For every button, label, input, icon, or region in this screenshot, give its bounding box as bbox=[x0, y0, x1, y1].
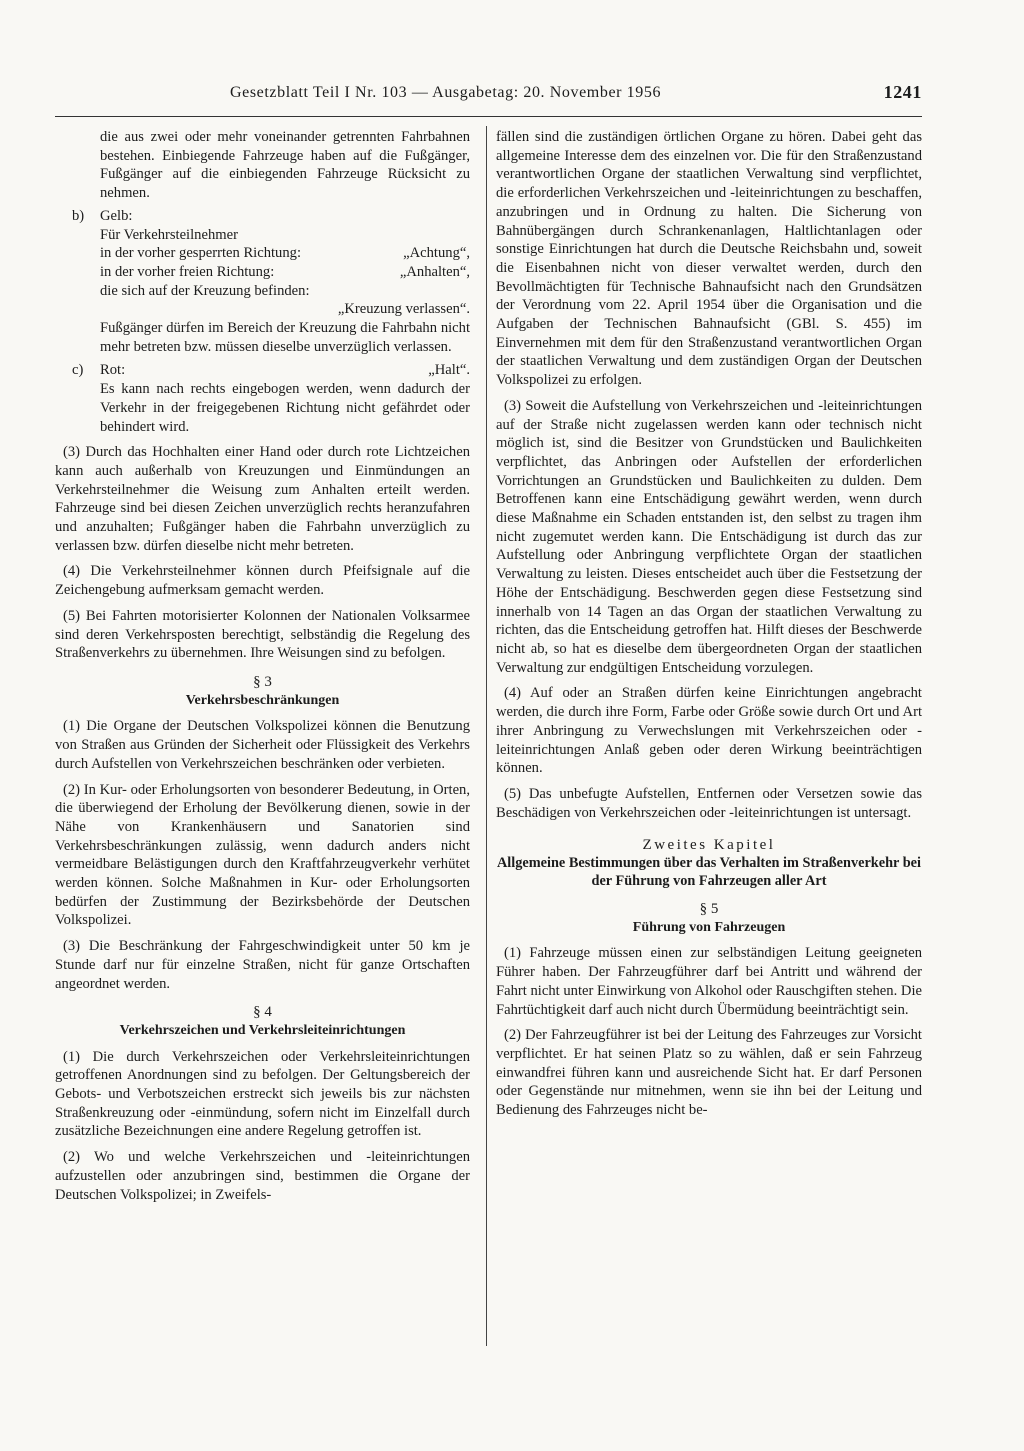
page-number: 1241 bbox=[883, 82, 922, 102]
paragraph: (5) Das unbefugte Aufstellen, Entfernen oder Versetzen sowie das Beschädigen von Verkehrszeichen oder -leiteinrichtungen ist untersagt. bbox=[496, 785, 922, 821]
paragraph: (1) Die Organe der Deutschen Volkspolizei können die Benutzung von Straßen aus Gründen der Sicherheit oder Flüssigkeit des Verkehrs durch Aufstellen von Verkehrszeichen beschränken oder verbieten. bbox=[55, 718, 470, 772]
list-item-c bbox=[55, 361, 470, 436]
page-header bbox=[230, 84, 922, 110]
paragraph: (3) Soweit die Aufstellung von Verkehrszeichen und -leiteinrichtungen auf der Straße nicht zugelassen werden kann oder technisch nicht möglich ist, sind die Besitzer von Grundstücken und Baulichkeiten verpflichtet, das Anbringen oder Aufstellen der erforderlichen Vorrichtungen an Grundstücken und Baulichkeiten zu dulden. Dem Betroffenen kann eine Entschädigung gewährt werden, wenn durch diese Maßnahme ein Schaden entstanden ist, den selbst zu tragen ihm nicht zugemutet werden kann. Die Entschädigung ist durch das zur Aufstellung oder Anbringung verpflichtete Organ der staatlichen Verwaltung zu leisten. Dieses entscheidet auch über die Festsetzung der Höhe der Entschädigung. Beschwerden gegen diese Festsetzung sind innerhalb von 14 Tagen an das Organ der staatlichen Verwaltung zu richten, das die Entscheidung getroffen hat. Hilft dieses der Beschwerde nicht ab, so hat es dieselbe dem übergeordneten Organ der staatlichen Verwaltung zur endgültigen Entscheidung vorzulegen. bbox=[496, 397, 922, 676]
paragraph: (4) Auf oder an Straßen dürfen keine Einrichtungen angebracht werden, die durch ihre Form, Farbe oder Größe sowie durch Ort und Art ihrer Anbringung zu Verwechslungen mit Verkehrszeichen oder -leiteinrichtungen Anlaß geben oder deren Wirkung beeinträchtigen können. bbox=[496, 685, 922, 777]
section-number: § 4 bbox=[253, 1004, 272, 1021]
column-divider bbox=[486, 126, 487, 1346]
list-marker: c) bbox=[72, 362, 84, 379]
signal-row: Rot: „Halt“. bbox=[100, 362, 470, 379]
paragraph: (2) In Kur- oder Erholungsorten von besonderer Bedeutung, in Orten, die überwiegend der Erholung der Bevölkerung dienen, sowie in der Nähe von Krankenhäusern und Sanatorien sind Verkehrsbeschränkungen zulässig, wenn dadurch anders nicht vermeidbare Belästigungen durch den Kraftfahrzeugverkehr verhütet werden können. Solche Maßnahmen in Kur- oder Erholungsorten bedürfen der Zustimmung der Bezirksbehörde der Deutschen Volkspolizei. bbox=[55, 781, 470, 929]
list-item-b bbox=[55, 207, 470, 357]
section-number: § 5 bbox=[699, 901, 719, 918]
paragraph: (3) Die Beschränkung der Fahrgeschwindigkeit unter 50 km je Stunde darf nur für einzelne Straßen, nicht für ganze Ortschaften angeordnet werden. bbox=[55, 938, 470, 992]
list-text: Es kann nach rechts eingebogen werden, wenn dadurch der Verkehr in der freigegebenen Richtung nicht gefährdet oder behindert wird. bbox=[100, 381, 470, 435]
paragraph: (5) Bei Fahrten motorisierter Kolonnen der Nationalen Volksarmee sind deren Verkehrsposten berechtigt, selbständig die Regelung des Straßenverkehrs zu übernehmen. Ihre Weisungen sind zu befolgen. bbox=[55, 607, 470, 662]
paragraph: fällen sind die zuständigen örtlichen Organe zu hören. Dabei geht das allgemeine Interesse dem des einzelnen vor. Die für den Straßenzustand verantwortlichen Organe der staatlichen Verwaltung sind verpflichtet, die erforderlichen Verkehrszeichen und -leiteinrichtungen zu beschaffen, anzubringen und in Ordnung zu halten. Die Sicherung von Bahnübergängen durch Schrankenanlagen, Haltlichtanlagen oder sonstige Einrichtungen hat durch die Deutsche Reichsbahn und, soweit die Eisenbahnen nicht von dieser verwaltet werden, durch den Bevollmächtigten für Technische Bahnaufsicht nach den Grundsätzen der Verordnung vom 22. April 1954 über die Organisation und die Aufgaben der Technischen Bahnaufsicht (GBl. S. 455) im Einvernehmen mit dem für den Straßenzustand verantwortlichen Organ der staatlichen Verwaltung und dem zuständigen Organ der Deutschen Volkspolizei zu erfolgen. bbox=[496, 129, 922, 389]
left-column bbox=[55, 128, 470, 1204]
signal-row: in der vorher freien Richtung: „Anhalten“, bbox=[100, 263, 470, 280]
paragraph: (2) Der Fahrzeugführer ist bei der Leitung des Fahrzeuges zur Vorsicht verpflichtet. Er hat seinen Platz so zu wählen, daß er sein Fahrzeug einwandfrei führen kann und ausreichende Sicht hat. Er darf Personen oder Gegenstände nur mitnehmen, wenn sie ihn bei der Leitung und Bedienung des Fahrzeuges nicht be- bbox=[496, 1027, 922, 1119]
header-title: Gesetzblatt Teil I Nr. 103 — Ausgabetag: 20. November 1956 bbox=[230, 84, 662, 101]
list-text: die sich auf der Kreuzung befinden: bbox=[100, 282, 310, 299]
paragraph: (2) Wo und welche Verkehrszeichen und -leiteinrichtungen aufzustellen oder anzubringen sind, bestimmen die Organe der Deutschen Volkspolizei; in Zweifels- bbox=[55, 1149, 470, 1203]
paragraph: (1) Die durch Verkehrszeichen oder Verkehrsleiteinrichtungen getroffenen Anordnungen sind zu befolgen. Der Geltungsbereich der Gebots- und Verbotszeichen erstreckt sich jeweils bis zur nächsten Straßenkreuzung oder -einmündung, sofern nicht im Einzelfall durch zusätzliche Bezeichnungen eine andere Regelung getroffen ist. bbox=[55, 1048, 470, 1140]
list-text: Für Verkehrsteilnehmer bbox=[100, 226, 238, 243]
header-rule bbox=[55, 116, 922, 117]
list-text: „Kreuzung verlassen“. bbox=[337, 301, 470, 318]
section-title: Verkehrsbeschränkungen bbox=[185, 692, 340, 708]
list-marker: b) bbox=[72, 207, 85, 224]
section-title: Führung von Fahrzeugen bbox=[632, 919, 786, 935]
signal-row: in der vorher gesperrten Richtung: „Achtung“, bbox=[100, 245, 470, 262]
right-column bbox=[496, 128, 922, 1120]
chapter-heading: Zweites Kapitel bbox=[642, 837, 776, 854]
list-text: Fußgänger dürfen im Bereich der Kreuzung die Fahrbahn nicht mehr betreten bzw. müssen dieselbe unverzüglich verlassen. bbox=[100, 320, 470, 355]
paragraph: (1) Fahrzeuge müssen einen zur selbständigen Leitung geeigneten Führer haben. Der Fahrzeugführer darf bei Antritt und während der Fahrt nicht unter Einwirkung von Alkohol oder Rauschgiften stehen. Die Fahrtüchtigkeit darf auch nicht durch Übermüdung beeinträchtigt sein. bbox=[496, 945, 922, 1018]
chapter-title: Allgemeine Bestimmungen über das Verhalten im Straßenverkehr bei der Führung von Fahrzeugen aller Art bbox=[496, 855, 921, 889]
paragraph: (4) Die Verkehrsteilnehmer können durch Pfeifsignale auf die Zeichengebung aufmerksam gemacht werden. bbox=[55, 563, 470, 599]
section-number: § 3 bbox=[253, 673, 272, 690]
list-label: Gelb: bbox=[100, 207, 133, 224]
section-title: Verkehrszeichen und Verkehrsleiteinrichtungen bbox=[119, 1022, 406, 1038]
paragraph: die aus zwei oder mehr voneinander getrennten Fahrbahnen bestehen. Einbiegende Fahrzeuge haben auf die Fußgänger, Fußgänger auf die einbiegenden Fahrzeuge Rücksicht zu nehmen. bbox=[100, 129, 470, 202]
paragraph: (3) Durch das Hochhalten einer Hand oder durch rote Lichtzeichen kann auch außerhalb von Kreuzungen und Einmündungen an Verkehrsteilnehmer die Weisung zum Anhalten erteilt werden. Fahrzeuge sind bei diesen Zeichen unverzüglich rechts heranzufahren und anzuhalten; Fußgänger haben die Fahrbahn unverzüglich zu verlassen bzw. dürfen dieselbe nicht mehr betreten. bbox=[55, 444, 470, 554]
